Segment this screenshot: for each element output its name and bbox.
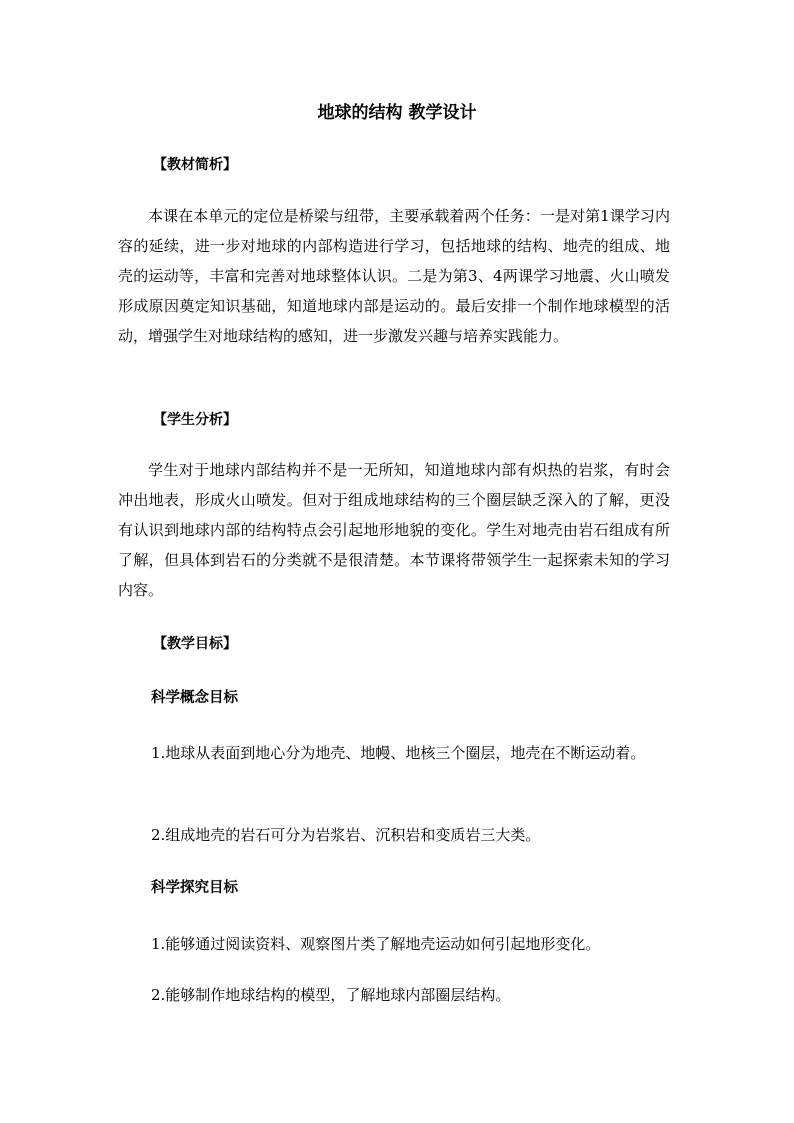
goal-item-inquiry-1: 1.能够通过阅读资料、观察图片类了解地壳运动如何引起地形变化。 (151, 935, 601, 953)
section-heading-student-analysis: 【学生分析】 (153, 412, 237, 428)
goal-item-inquiry-2: 2.能够制作地球结构的模型，了解地球内部圈层结构。 (151, 986, 511, 1004)
goal-item-concept-1: 1.地球从表面到地心分为地壳、地幔、地核三个圈层，地壳在不断运动着。 (151, 744, 646, 762)
goal-subheading-inquiry: 科学探究目标 (151, 879, 238, 896)
section-heading-textbook-analysis: 【教材简析】 (153, 157, 237, 173)
goal-item-concept-2: 2.组成地壳的岩石可分为岩浆岩、沉积岩和变质岩三大类。 (151, 826, 541, 844)
section-heading-teaching-goals: 【教学目标】 (153, 636, 237, 652)
paragraph-student-analysis: 学生对于地球内部结构并不是一无所知，知道地球内部有炽热的岩浆，有时会冲出地表，形成火山喷发。但对于组成地球结构的三个圈层缺乏深入的了解，更没有认识到地球内部的结构特点会引起地形地貌的变化。学生对地壳由岩石组成有所了解，但具体到岩石的分类就不是很清楚。本节课将带领学生一起探索未知的学习内容。 (118, 461, 670, 599)
paragraph-textbook-analysis: 本课在本单元的定位是桥梁与纽带，主要承载着两个任务：一是对第1课学习内容的延续，进一步对地球的内部构造进行学习，包括地球的结构、地壳的组成、地壳的运动等，丰富和完善对地球整体认识。二是为第3、4两课学习地震、火山喷发形成原因奠定知识基础，知道地球内部是运动的。最后安排一个制作地球模型的活动，增强学生对地球结构的感知，进一步激发兴趣与培养实践能力。 (118, 207, 670, 345)
goal-subheading-concept: 科学概念目标 (151, 689, 238, 706)
document-title: 地球的结构 教学设计 (317, 103, 477, 123)
